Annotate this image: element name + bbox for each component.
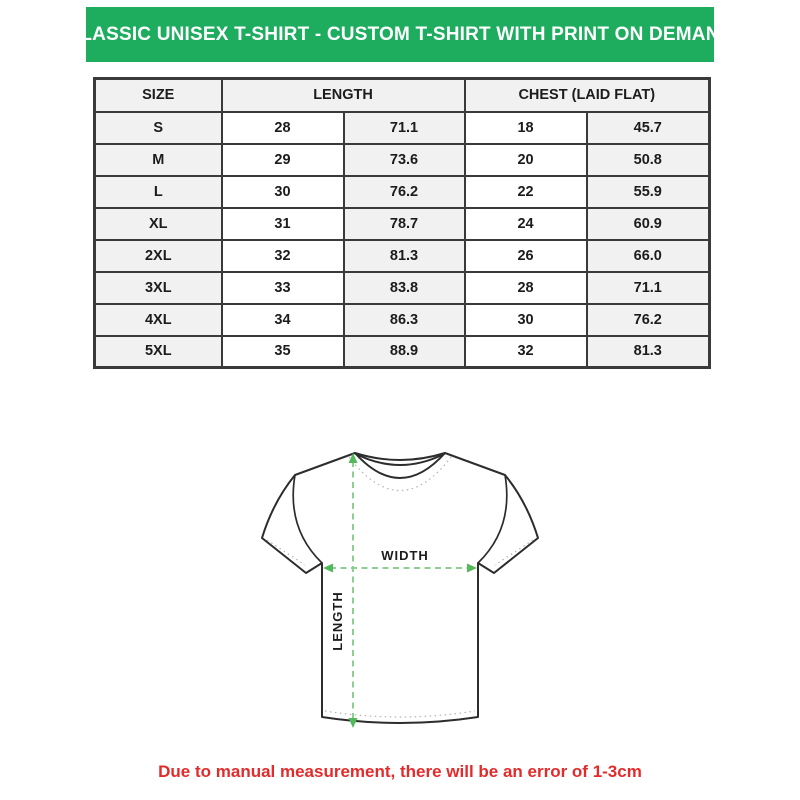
cell-chest_in: 20	[465, 144, 587, 176]
cell-length_in: 33	[222, 272, 344, 304]
cell-size: 4XL	[95, 304, 222, 336]
length-label: LENGTH	[330, 591, 345, 651]
cell-chest_cm: 45.7	[587, 112, 710, 144]
cell-chest_cm: 71.1	[587, 272, 710, 304]
header-row	[95, 79, 710, 112]
cell-chest_in: 18	[465, 112, 587, 144]
table-row	[95, 112, 710, 144]
column-header-chest: CHEST (LAID FLAT)	[465, 79, 710, 112]
cell-length_cm: 76.2	[344, 176, 465, 208]
column-header-size: SIZE	[95, 79, 222, 112]
tshirt-measurement-diagram	[240, 430, 560, 750]
cell-size: 3XL	[95, 272, 222, 304]
cell-length_cm: 73.6	[344, 144, 465, 176]
size-table-body	[95, 112, 710, 368]
cell-length_cm: 88.9	[344, 336, 465, 368]
cell-size: 5XL	[95, 336, 222, 368]
cell-size: XL	[95, 208, 222, 240]
cell-length_cm: 83.8	[344, 272, 465, 304]
length-arrow-down-icon	[349, 718, 358, 728]
table-row	[95, 272, 710, 304]
cell-length_in: 35	[222, 336, 344, 368]
cell-length_in: 28	[222, 112, 344, 144]
cell-chest_in: 30	[465, 304, 587, 336]
cell-length_cm: 78.7	[344, 208, 465, 240]
table-row	[95, 304, 710, 336]
cell-size: S	[95, 112, 222, 144]
table-row	[95, 240, 710, 272]
tshirt-outline-shape	[262, 453, 538, 723]
cell-chest_cm: 50.8	[587, 144, 710, 176]
cell-chest_in: 22	[465, 176, 587, 208]
cell-chest_cm: 55.9	[587, 176, 710, 208]
cell-length_in: 34	[222, 304, 344, 336]
cell-length_cm: 81.3	[344, 240, 465, 272]
cell-chest_in: 24	[465, 208, 587, 240]
cell-chest_cm: 66.0	[587, 240, 710, 272]
table-row	[95, 208, 710, 240]
cell-size: M	[95, 144, 222, 176]
size-table	[93, 77, 711, 369]
cell-chest_in: 26	[465, 240, 587, 272]
table-row	[95, 336, 710, 368]
cell-length_in: 29	[222, 144, 344, 176]
cell-chest_in: 28	[465, 272, 587, 304]
cell-chest_cm: 60.9	[587, 208, 710, 240]
title-banner: CLASSIC UNISEX T-SHIRT - CUSTOM T-SHIRT WITH PRINT ON DEMAND	[86, 7, 714, 62]
cell-chest_cm: 76.2	[587, 304, 710, 336]
size-table-header	[95, 79, 710, 112]
table-row	[95, 176, 710, 208]
width-label: WIDTH	[381, 548, 429, 563]
measurement-error-note: Due to manual measurement, there will be an error of 1-3cm	[158, 762, 642, 781]
table-row	[95, 144, 710, 176]
cell-chest_in: 32	[465, 336, 587, 368]
cell-length_in: 32	[222, 240, 344, 272]
cell-length_cm: 86.3	[344, 304, 465, 336]
cell-length_cm: 71.1	[344, 112, 465, 144]
cell-length_in: 30	[222, 176, 344, 208]
cell-length_in: 31	[222, 208, 344, 240]
cell-size: 2XL	[95, 240, 222, 272]
column-header-length: LENGTH	[222, 79, 465, 112]
cell-size: L	[95, 176, 222, 208]
cell-chest_cm: 81.3	[587, 336, 710, 368]
